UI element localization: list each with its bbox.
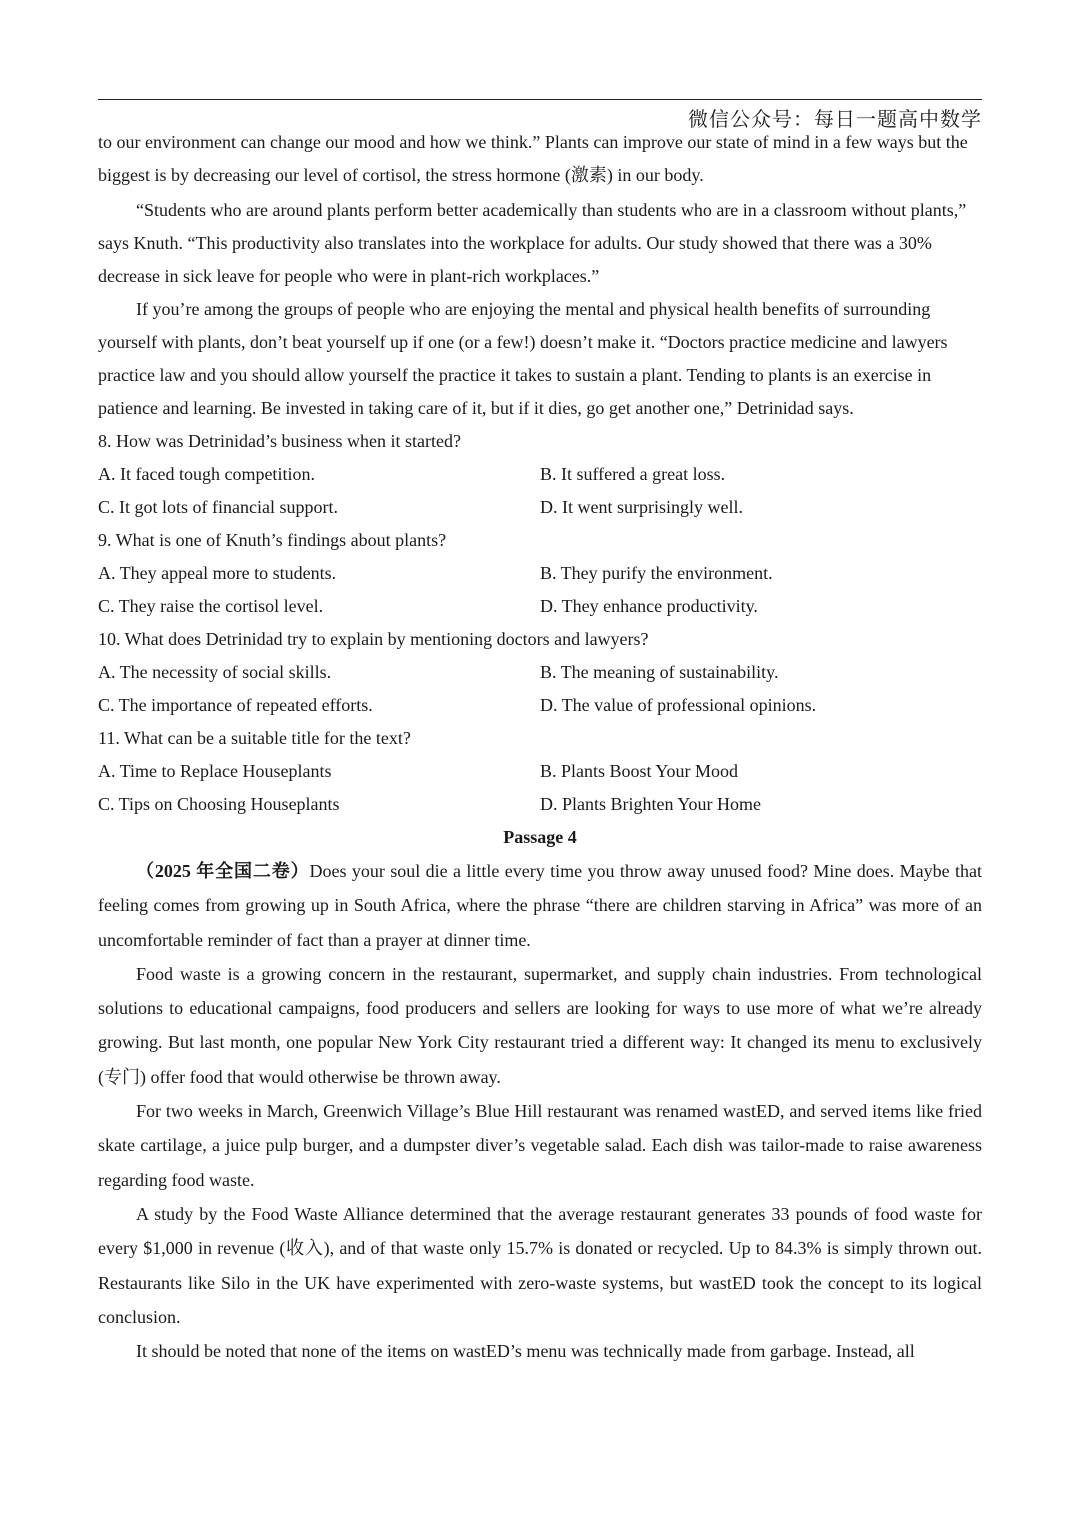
- option-a: A. It faced tough competition.: [98, 464, 315, 484]
- passage4-paragraph: For two weeks in March, Greenwich Village’s Blue Hill restaurant was renamed wastED, and served items like fried skate cartilage, a juice pulp burger, and a dumpster diver’s vegetable salad. Each dish was tailor-made to raise awareness regarding food waste.: [98, 1101, 982, 1190]
- option-b: B. They purify the environment.: [540, 563, 773, 583]
- question-stem: 8. How was Detrinidad’s business when it started?: [98, 431, 461, 451]
- option-a: A. They appeal more to students.: [98, 563, 337, 583]
- question-9: [98, 524, 982, 623]
- header-rule: [98, 99, 982, 100]
- passage4-paragraph: It should be noted that none of the items on wastED’s menu was technically made from garbage. Instead, all: [136, 1341, 915, 1362]
- option-c: C. Tips on Choosing Houseplants: [98, 794, 340, 814]
- page-content: [98, 126, 982, 1368]
- question-11: [98, 722, 982, 821]
- passage3-paragraph: If you’re among the groups of people who are enjoying the mental and physical health benefits of surrounding yourself with plants, don’t beat yourself up if one (or a few!) doesn’t make it. “Doctors practice medicine and lawyers practice law and you should allow yourself the practice it takes to sustain a plant. Tending to plants is an exercise in patience and learning. Be invested in taking care of it, but if it dies, go get another one,” Detrinidad says.: [98, 299, 948, 418]
- passage4-paragraph: Food waste is a growing concern in the restaurant, supermarket, and supply chain industries. From technological solutions to educational campaigns, food producers and sellers are looking for ways to use more of what we’re already growing. But last month, one popular New York City restaurant tried a different way: It changed its menu to exclusively (专门) offer food that would otherwise be thrown away.: [98, 963, 982, 1087]
- source-tag: （2025 年全国二卷）: [136, 861, 310, 881]
- question-stem: 9. What is one of Knuth’s findings about plants?: [98, 530, 447, 550]
- passage4-first-text: Does your soul die a little every time you throw away unused food? Mine does. Maybe that feeling comes from growing up in South Africa, where the phrase “there are children starving in Africa” was more of an uncomfortable reminder of fact than a prayer at dinner time.: [98, 861, 982, 950]
- passage-title: Passage 4: [503, 827, 577, 847]
- option-c: C. They raise the cortisol level.: [98, 596, 324, 616]
- option-b: B. It suffered a great loss.: [540, 464, 726, 484]
- option-d: D. Plants Brighten Your Home: [540, 794, 762, 814]
- wechat-account-label: 微信公众号：每日一题高中数学: [688, 107, 982, 131]
- question-10: [98, 623, 982, 722]
- passage4-paragraph: [98, 854, 982, 957]
- question-stem: 10. What does Detrinidad try to explain by mentioning doctors and lawyers?: [98, 629, 649, 649]
- question-8: [98, 425, 982, 524]
- option-a: A. The necessity of social skills.: [98, 662, 332, 682]
- option-b: B. The meaning of sustainability.: [540, 662, 779, 682]
- passage3-paragraph: “Students who are around plants perform better academically than students who are in a classroom without plants,” says Knuth. “This productivity also translates into the workplace for adults. Our study showed that there was a 30% decrease in sick leave for people who were in plant-rich workplaces.”: [98, 200, 967, 286]
- passage4-paragraph: A study by the Food Waste Alliance determined that the average restaurant generates 33 pounds of food waste for every $1,000 in revenue (收入), and of that waste only 15.7% is donated or recycled. Up to 84.3% is simply thrown out. Restaurants like Silo in the UK have experimented with zero-waste systems, but wastED took the concept to its logical conclusion.: [98, 1203, 982, 1327]
- option-d: D. They enhance productivity.: [540, 596, 758, 616]
- option-b: B. Plants Boost Your Mood: [540, 761, 739, 781]
- passage3-paragraph: to our environment can change our mood and how we think.” Plants can improve our state of mind in a few ways but the biggest is by decreasing our level of cortisol, the stress hormone (激素) in our body.: [98, 132, 968, 185]
- option-a: A. Time to Replace Houseplants: [98, 761, 332, 781]
- option-c: C. It got lots of financial support.: [98, 497, 338, 517]
- question-stem: 11. What can be a suitable title for the text?: [98, 728, 411, 748]
- option-d: D. The value of professional opinions.: [540, 695, 817, 715]
- option-d: D. It went surprisingly well.: [540, 497, 743, 517]
- option-c: C. The importance of repeated efforts.: [98, 695, 373, 715]
